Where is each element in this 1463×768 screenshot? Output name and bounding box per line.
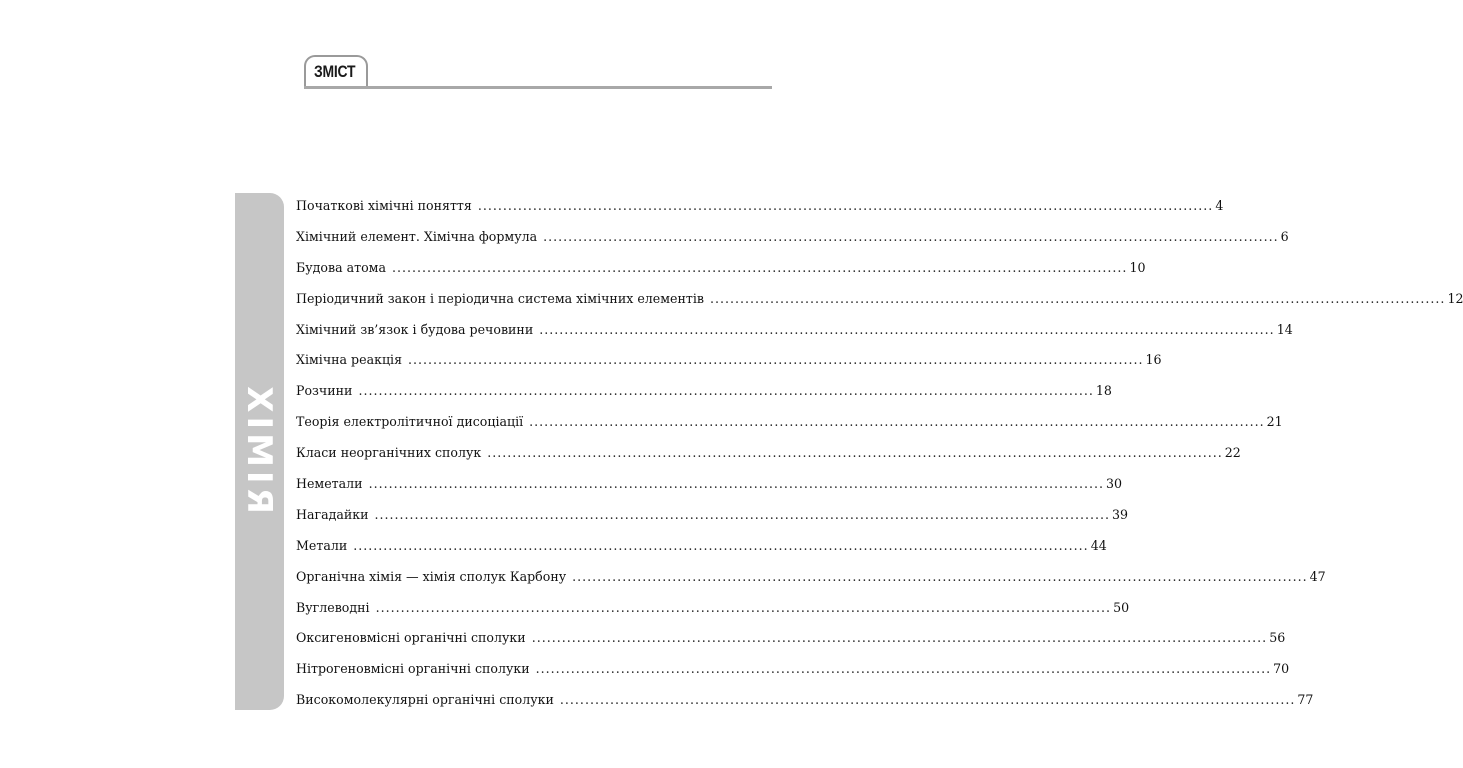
toc-dot-leader: ................................................................................................................................................... <box>375 599 1112 615</box>
toc-item-title: Високомолекулярні органічні сполуки <box>296 692 554 708</box>
toc-item-title: Теорія електролітичної дисоціації <box>296 414 524 430</box>
toc-page-number: 18 <box>1095 383 1112 399</box>
toc-item-title: Класи неорганічних сполук <box>296 445 482 461</box>
toc-dot-leader: ................................................................................................................................................... <box>368 476 1105 492</box>
toc-item-chemical-element[interactable] <box>296 225 1289 256</box>
toc-page-number: 30 <box>1106 476 1123 492</box>
toc-page-number: 6 <box>1280 228 1289 244</box>
page-header <box>304 55 772 91</box>
toc-item-title: Будова атома <box>296 259 386 275</box>
toc-dot-leader: ................................................................................................................................................... <box>559 692 1296 708</box>
toc-page-number: 77 <box>1297 692 1314 708</box>
toc-dot-leader: ................................................................................................................................................... <box>353 537 1089 553</box>
toc-item-nitrogen-compounds[interactable] <box>296 657 1290 688</box>
toc-dot-leader: ................................................................................................................................................... <box>408 352 1144 368</box>
toc-page-number: 12 <box>1447 290 1463 306</box>
toc-item-title: Розчини <box>296 383 353 399</box>
toc-page-number: 4 <box>1215 198 1224 213</box>
toc-page-number: 16 <box>1145 352 1162 368</box>
toc-page-number: 14 <box>1276 321 1293 337</box>
toc-dot-leader: ................................................................................................................................................... <box>572 568 1308 584</box>
toc-item-chemical-reaction[interactable] <box>296 348 1162 379</box>
toc-page-number: 56 <box>1269 630 1286 646</box>
toc-item-title: Метали <box>296 537 348 553</box>
toc-item-title: Нітрогеновмісні органічні сполуки <box>296 661 530 677</box>
toc-item-nonmetals[interactable] <box>296 472 1123 503</box>
toc-page-number: 39 <box>1112 506 1129 522</box>
toc-item-organic-chemistry[interactable] <box>296 565 1326 596</box>
toc-item-title: Початкові хімічні поняття <box>296 198 472 213</box>
toc-item-atom-structure[interactable] <box>296 256 1146 287</box>
toc-item-title: Періодичний закон і періодична система хімічних елементів <box>296 290 704 306</box>
toc-item-title: Вуглеводні <box>296 599 370 615</box>
toc-item-polymers[interactable] <box>296 688 1314 719</box>
toc-dot-leader: ................................................................................................................................................... <box>531 630 1268 646</box>
toc-dot-leader: ................................................................................................................................................... <box>487 445 1223 461</box>
toc-dot-leader: ................................................................................................................................................... <box>391 259 1128 275</box>
toc-item-initial-concepts[interactable] <box>296 194 1224 225</box>
toc-item-oxygen-compounds[interactable] <box>296 626 1286 657</box>
toc-item-title: Оксигеновмісні органічні сполуки <box>296 630 526 646</box>
toc-page-number: 10 <box>1129 259 1146 275</box>
toc-dot-leader: ................................................................................................................................................... <box>543 228 1279 244</box>
section-side-label: ХІМІЯ <box>239 386 279 518</box>
toc-page-number: 22 <box>1224 445 1241 461</box>
toc-item-title: Хімічний елемент. Хімічна формула <box>296 228 538 244</box>
toc-page-number: 21 <box>1266 414 1283 430</box>
toc-item-hydrocarbons[interactable] <box>296 596 1130 627</box>
toc-item-title: Хімічна реакція <box>296 352 403 368</box>
toc-dot-leader: ................................................................................................................................................... <box>374 506 1111 522</box>
toc-item-title: Хімічний зв’язок і будова речовини <box>296 321 534 337</box>
toc-item-dissociation-theory[interactable] <box>296 410 1283 441</box>
toc-item-reminders[interactable] <box>296 503 1129 534</box>
toc-dot-leader: ................................................................................................................................................... <box>539 321 1275 337</box>
toc-item-metals[interactable] <box>296 534 1107 565</box>
toc-item-title: Нагадайки <box>296 506 369 522</box>
page-title: ЗМІСТ <box>314 62 356 81</box>
toc-item-chemical-bond[interactable] <box>296 318 1293 349</box>
toc-dot-leader: ................................................................................................................................................... <box>535 661 1272 677</box>
toc-dot-leader: ................................................................................................................................................... <box>709 290 1446 306</box>
toc-item-solutions[interactable] <box>296 379 1112 410</box>
toc-dot-leader: ................................................................................................................................................... <box>477 198 1214 213</box>
toc-item-title: Неметали <box>296 476 363 492</box>
header-rule <box>304 86 772 89</box>
toc-page-number: 70 <box>1273 661 1290 677</box>
toc-item-title: Органічна хімія — хімія сполук Карбону <box>296 568 567 584</box>
toc-page-number: 47 <box>1309 568 1326 584</box>
toc-item-inorganic-classes[interactable] <box>296 441 1241 472</box>
toc-item-periodic-law[interactable] <box>296 287 1463 318</box>
toc-page-number: 44 <box>1090 537 1107 553</box>
header-tab <box>304 55 368 87</box>
toc-page-number: 50 <box>1113 599 1130 615</box>
toc-dot-leader: ................................................................................................................................................... <box>529 414 1265 430</box>
table-of-contents <box>296 194 1463 719</box>
toc-dot-leader: ................................................................................................................................................... <box>358 383 1094 399</box>
